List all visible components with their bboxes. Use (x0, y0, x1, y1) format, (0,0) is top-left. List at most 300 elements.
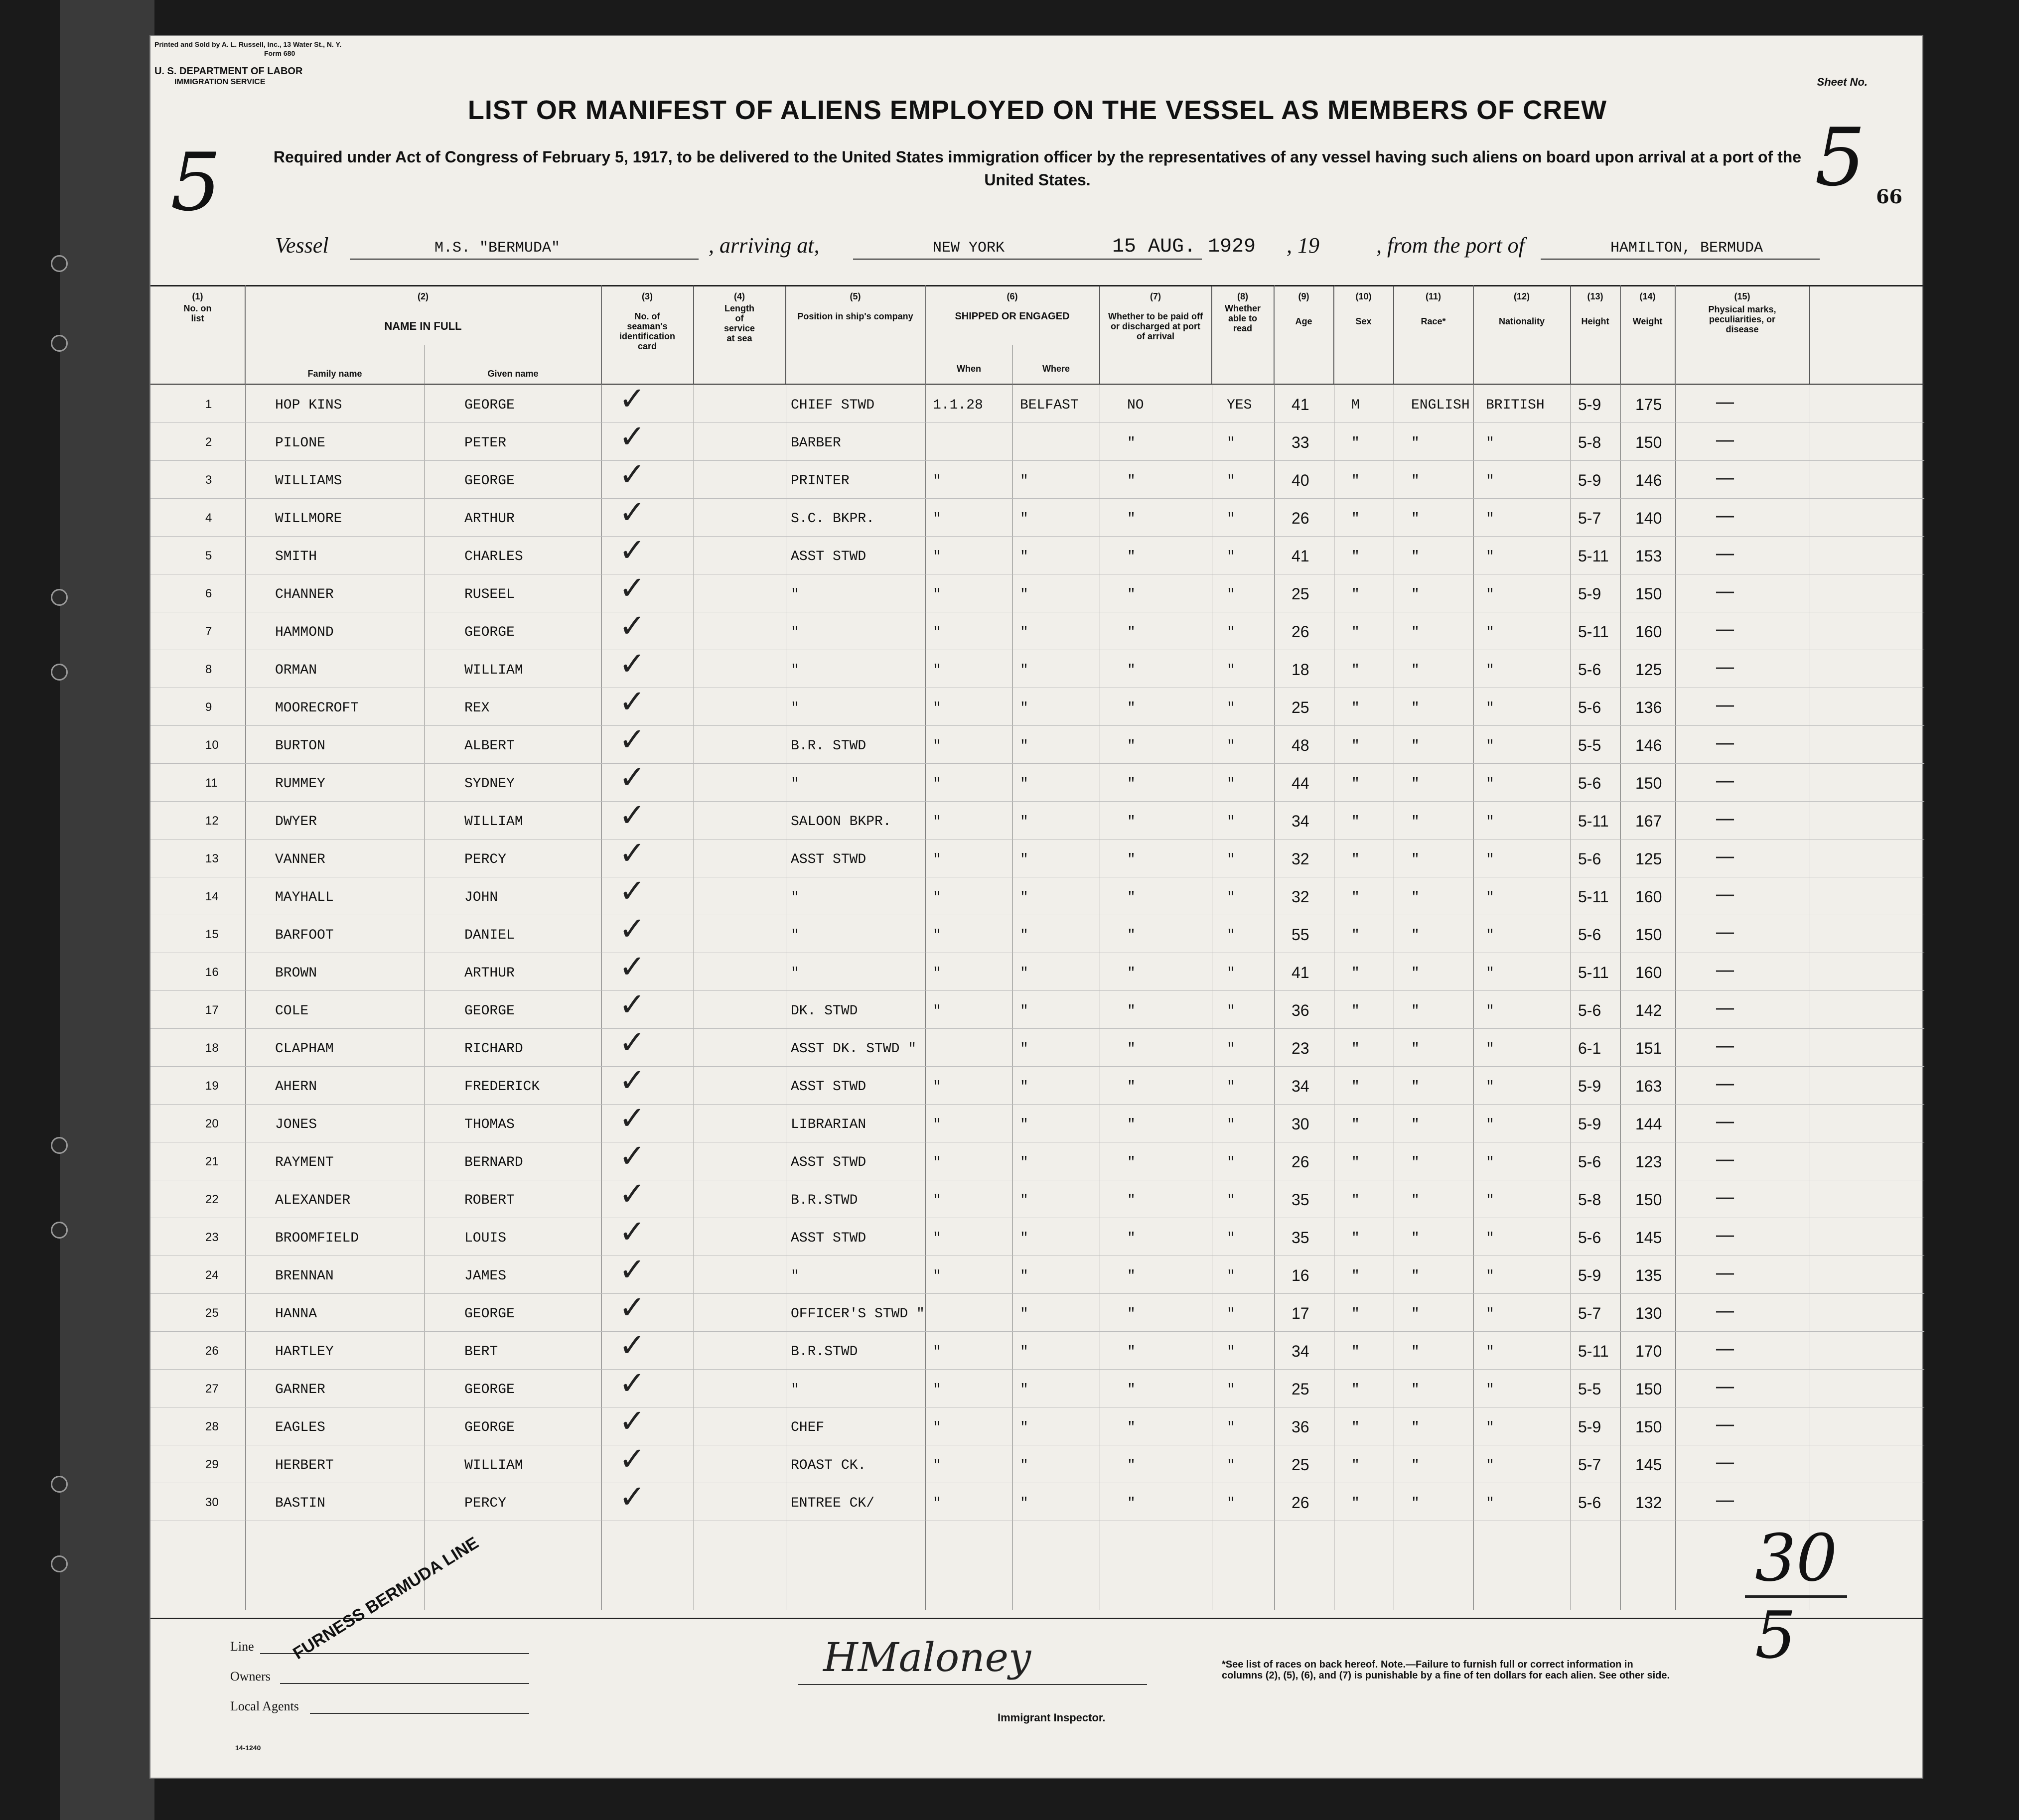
position-cell: ASST STWD (791, 1079, 866, 1095)
shipped-when-cell: " (933, 700, 941, 716)
arriving-label: , arriving at, (709, 233, 820, 258)
shipped-where-cell: " (1020, 776, 1028, 792)
weight-cell: 150 (1635, 585, 1662, 603)
shipped-when-cell: " (933, 511, 941, 527)
sex-cell: " (1351, 1193, 1360, 1208)
col-sex-header: (10) Sex (1334, 286, 1394, 384)
paid-off-cell: " (1127, 1041, 1136, 1057)
col-age-header: (9) Age (1274, 286, 1334, 384)
weight-cell: 125 (1635, 850, 1662, 868)
shipped-when-cell: " (933, 1382, 941, 1398)
no-cell: 18 (205, 1041, 219, 1055)
tick-mark-icon: — (1715, 1299, 1735, 1322)
age-cell: 34 (1292, 1077, 1309, 1095)
shipped-where-cell: " (1020, 928, 1028, 943)
age-cell: 55 (1292, 926, 1309, 944)
shipped-when-cell: " (933, 852, 941, 867)
tick-mark-icon: — (1715, 807, 1735, 830)
nationality-cell: " (1486, 1231, 1494, 1246)
nationality-cell: " (1486, 1193, 1494, 1208)
sex-cell: " (1351, 1458, 1360, 1473)
sex-cell: " (1351, 1306, 1360, 1322)
position-cell: " (791, 625, 799, 640)
shipped-when-cell: " (933, 1079, 941, 1095)
position-cell: ASST DK. STWD " (791, 1041, 917, 1057)
able-to-read-cell: " (1227, 1344, 1235, 1360)
table-row (150, 381, 1924, 423)
tick-mark-icon: — (1715, 845, 1735, 868)
paid-off-cell: " (1127, 1458, 1136, 1473)
manifest-sheet (149, 35, 1923, 1779)
shipped-when-cell: " (933, 1117, 941, 1132)
given-name-cell: GEORGE (464, 1306, 515, 1322)
nationality-cell: " (1486, 1117, 1494, 1132)
shipped-when-cell: " (933, 1155, 941, 1170)
family-name-cell: HOP KINS (275, 398, 342, 413)
paid-off-cell: " (1127, 1344, 1136, 1360)
position-cell: BARBER (791, 435, 841, 451)
given-name-cell: FREDERICK (464, 1079, 540, 1095)
able-to-read-cell: " (1227, 435, 1235, 451)
paid-off-cell: " (1127, 549, 1136, 564)
sex-cell: " (1351, 1079, 1360, 1095)
paid-off-cell: " (1127, 663, 1136, 678)
no-cell: 30 (205, 1496, 219, 1509)
nationality-cell: " (1486, 776, 1494, 792)
family-name-cell: EAGLES (275, 1420, 325, 1435)
position-cell: B.R.STWD (791, 1193, 858, 1208)
family-name-cell: ORMAN (275, 663, 317, 678)
height-cell: 5-9 (1578, 1077, 1601, 1095)
nationality-cell: " (1486, 1420, 1494, 1435)
col-nationality-header: (12) Nationality (1473, 286, 1571, 384)
position-cell: " (791, 966, 799, 981)
able-to-read-cell: " (1227, 966, 1235, 981)
height-cell: 5-7 (1578, 1304, 1601, 1322)
position-cell: LIBRARIAN (791, 1117, 866, 1132)
age-cell: 35 (1292, 1191, 1309, 1209)
check-mark-icon: ✓ (619, 797, 646, 834)
race-cell: " (1411, 473, 1420, 489)
sex-cell: " (1351, 511, 1360, 527)
able-to-read-cell: " (1227, 663, 1235, 678)
table-row (150, 1176, 1924, 1218)
check-mark-icon: ✓ (619, 1441, 646, 1478)
tick-mark-icon: — (1715, 391, 1735, 414)
height-cell: 5-7 (1578, 1456, 1601, 1474)
tick-mark-icon: — (1715, 428, 1735, 451)
family-name-cell: HARTLEY (275, 1344, 334, 1360)
nationality-cell: " (1486, 1344, 1494, 1360)
given-name-cell: PERCY (464, 1496, 507, 1511)
binder-hole (51, 1476, 68, 1493)
family-name-cell: GARNER (275, 1382, 325, 1398)
tick-mark-icon: — (1715, 959, 1735, 981)
height-cell: 5-9 (1578, 396, 1601, 414)
family-name-cell: SMITH (275, 549, 317, 564)
check-mark-icon: ✓ (619, 835, 646, 872)
check-mark-icon: ✓ (619, 1479, 646, 1516)
family-name-cell: HERBERT (275, 1458, 334, 1473)
paid-off-cell: " (1127, 625, 1136, 640)
family-name-cell: BURTON (275, 738, 325, 754)
tick-mark-icon: — (1715, 466, 1735, 489)
given-name-cell: PERCY (464, 852, 507, 867)
nationality-cell: " (1486, 435, 1494, 451)
shipped-where-cell: " (1020, 1268, 1028, 1284)
weight-cell: 150 (1635, 926, 1662, 944)
paid-off-cell: " (1127, 1079, 1136, 1095)
no-cell: 26 (205, 1344, 219, 1358)
table-row (150, 419, 1924, 461)
weight-cell: 160 (1635, 888, 1662, 906)
inspector-label: Immigrant Inspector. (998, 1711, 1106, 1724)
given-name-cell: GEORGE (464, 398, 515, 413)
given-name-cell: REX (464, 700, 490, 716)
race-cell: " (1411, 1041, 1420, 1057)
sex-cell: " (1351, 890, 1360, 905)
paid-off-cell: " (1127, 1231, 1136, 1246)
weight-cell: 170 (1635, 1342, 1662, 1360)
check-mark-icon: ✓ (619, 608, 646, 645)
weight-cell: 160 (1635, 964, 1662, 981)
height-cell: 5-9 (1578, 1115, 1601, 1133)
paid-off-cell: " (1127, 966, 1136, 981)
height-cell: 5-9 (1578, 1418, 1601, 1436)
shipped-when-cell: " (933, 738, 941, 754)
table-row (150, 835, 1924, 877)
able-to-read-cell: " (1227, 1268, 1235, 1284)
footer-note: *See list of races on back hereof. Note.—Failure to furnish full or correct information in columns (2), (5), (6), and (7) is punishable by a fine of ten dollars for each alien. See other side. (1222, 1659, 1670, 1681)
table-row (150, 1327, 1924, 1370)
arriving-port: NEW YORK (933, 240, 1005, 257)
nationality-cell: " (1486, 1079, 1494, 1095)
family-name-cell: MAYHALL (275, 890, 334, 905)
shipped-where-cell: " (1020, 1003, 1028, 1019)
tick-mark-icon: — (1715, 656, 1735, 679)
position-cell: B.R.STWD (791, 1344, 858, 1360)
paid-off-cell: " (1127, 1306, 1136, 1322)
race-cell: " (1411, 1382, 1420, 1398)
able-to-read-cell: " (1227, 473, 1235, 489)
race-cell: " (1411, 966, 1420, 981)
sex-cell: " (1351, 776, 1360, 792)
given-name-cell: ARTHUR (464, 966, 515, 981)
binder-hole (51, 589, 68, 606)
agents-label: Local Agents (230, 1699, 299, 1713)
weight-cell: 145 (1635, 1456, 1662, 1474)
height-cell: 5-6 (1578, 850, 1601, 868)
tick-mark-icon: — (1715, 1413, 1735, 1436)
height-cell: 5-7 (1578, 509, 1601, 527)
tick-mark-icon: — (1715, 1072, 1735, 1095)
height-cell: 5-6 (1578, 699, 1601, 716)
paid-off-cell: " (1127, 1382, 1136, 1398)
age-cell: 18 (1292, 661, 1309, 679)
shipped-where-cell: " (1020, 473, 1028, 489)
position-cell: SALOON BKPR. (791, 814, 891, 830)
sex-cell: " (1351, 1155, 1360, 1170)
race-cell: " (1411, 511, 1420, 527)
printer-imprint (154, 40, 341, 58)
check-mark-icon: ✓ (619, 1100, 646, 1137)
family-name-cell: HANNA (275, 1306, 317, 1322)
weight-cell: 150 (1635, 433, 1662, 451)
weight-cell: 144 (1635, 1115, 1662, 1133)
weight-cell: 153 (1635, 547, 1662, 565)
sheet-no-label: Sheet No. (1817, 76, 1868, 88)
table-row (150, 1365, 1924, 1407)
race-cell: " (1411, 928, 1420, 943)
paid-off-cell: " (1127, 511, 1136, 527)
weight-cell: 125 (1635, 661, 1662, 679)
col-given-header: Given name (487, 369, 539, 379)
sex-cell: " (1351, 625, 1360, 640)
shipped-where-cell: " (1020, 1117, 1028, 1132)
shipped-where-cell: " (1020, 663, 1028, 678)
race-cell: " (1411, 1003, 1420, 1019)
height-cell: 5-6 (1578, 1153, 1601, 1171)
height-cell: 5-9 (1578, 1266, 1601, 1284)
table-row (150, 911, 1924, 953)
able-to-read-cell: " (1227, 1079, 1235, 1095)
able-to-read-cell: " (1227, 1041, 1235, 1057)
col-when-header: When (957, 364, 981, 374)
position-cell: ASST STWD (791, 1155, 866, 1170)
arrival-date: 15 AUG. 1929 (1112, 236, 1256, 258)
check-mark-icon: ✓ (619, 1176, 646, 1213)
no-cell: 28 (205, 1420, 219, 1433)
race-cell: " (1411, 1306, 1420, 1322)
shipped-when-cell: " (933, 663, 941, 678)
weight-cell: 142 (1635, 1001, 1662, 1019)
table-row (150, 721, 1924, 764)
tick-mark-icon: — (1715, 1186, 1735, 1209)
no-cell: 17 (205, 1003, 219, 1017)
check-mark-icon: ✓ (619, 759, 646, 796)
tick-mark-icon: — (1715, 1489, 1735, 1512)
race-cell: " (1411, 890, 1420, 905)
col-id-card-header: (3) No. of seaman's identification card (601, 286, 694, 384)
sex-cell: " (1351, 663, 1360, 678)
height-cell: 5-9 (1578, 471, 1601, 489)
check-mark-icon: ✓ (619, 646, 646, 683)
position-cell: B.R. STWD (791, 738, 866, 754)
check-mark-icon: ✓ (619, 419, 646, 455)
tick-mark-icon: — (1715, 883, 1735, 906)
shipped-when-cell: " (933, 1420, 941, 1435)
no-cell: 5 (205, 549, 212, 562)
given-name-cell: DANIEL (464, 928, 515, 943)
no-cell: 7 (205, 625, 212, 638)
table-row (150, 608, 1924, 650)
nationality-cell: " (1486, 814, 1494, 830)
page-title: LIST OR MANIFEST OF ALIENS EMPLOYED ON THE VESSEL AS MEMBERS OF CREW (467, 95, 1607, 125)
age-cell: 41 (1292, 964, 1309, 981)
no-cell: 15 (205, 928, 219, 941)
given-name-cell: THOMAS (464, 1117, 515, 1132)
no-cell: 14 (205, 890, 219, 903)
height-cell: 5-9 (1578, 585, 1601, 603)
sex-cell: " (1351, 814, 1360, 830)
no-cell: 19 (205, 1079, 219, 1093)
sex-cell: " (1351, 1117, 1360, 1132)
form-code: 14-1240 (235, 1744, 261, 1752)
given-name-cell: GEORGE (464, 625, 515, 640)
paid-off-cell: " (1127, 435, 1136, 451)
height-cell: 5-6 (1578, 1494, 1601, 1512)
able-to-read-cell: " (1227, 1155, 1235, 1170)
no-cell: 10 (205, 738, 219, 752)
from-label: , from the port of (1376, 233, 1525, 258)
table-row (150, 1479, 1924, 1521)
col-read-header: (8) Whether able to read (1212, 286, 1274, 384)
shipped-when-cell: " (933, 1193, 941, 1208)
nationality-cell: " (1486, 890, 1494, 905)
able-to-read-cell: " (1227, 1458, 1235, 1473)
age-cell: 48 (1292, 736, 1309, 754)
sex-cell: " (1351, 966, 1360, 981)
shipped-where-cell: " (1020, 1155, 1028, 1170)
shipped-when-cell: " (933, 473, 941, 489)
race-cell: " (1411, 700, 1420, 716)
sex-cell: " (1351, 1268, 1360, 1284)
age-cell: 25 (1292, 1380, 1309, 1398)
table-row (150, 986, 1924, 1029)
shipped-where-cell: " (1020, 1231, 1028, 1246)
able-to-read-cell: " (1227, 1306, 1235, 1322)
family-name-cell: BASTIN (275, 1496, 325, 1511)
shipped-where-cell: " (1020, 1344, 1028, 1360)
height-cell: 6-1 (1578, 1039, 1601, 1057)
race-cell: " (1411, 1458, 1420, 1473)
tick-mark-icon: — (1715, 1261, 1735, 1284)
table-row (150, 759, 1924, 802)
nationality-cell: BRITISH (1486, 398, 1545, 413)
shipped-when-cell: " (933, 890, 941, 905)
weight-cell: 135 (1635, 1266, 1662, 1284)
no-cell: 11 (205, 776, 218, 790)
table-row (150, 1403, 1924, 1445)
age-cell: 40 (1292, 471, 1309, 489)
position-cell: ASST STWD (791, 852, 866, 867)
sex-cell: " (1351, 1231, 1360, 1246)
position-cell: DK. STWD (791, 1003, 858, 1019)
given-name-cell: BERNARD (464, 1155, 523, 1170)
age-cell: 34 (1292, 1342, 1309, 1360)
position-cell: " (791, 700, 799, 716)
shipped-where-cell: " (1020, 1496, 1028, 1511)
check-mark-icon: ✓ (619, 1289, 646, 1326)
family-name-cell: BROOMFIELD (275, 1231, 359, 1246)
sex-cell: M (1351, 398, 1360, 413)
nationality-cell: " (1486, 587, 1494, 602)
family-name-cell: AHERN (275, 1079, 317, 1095)
paid-off-cell: NO (1127, 398, 1144, 413)
shipped-where-cell: BELFAST (1020, 398, 1079, 413)
col-shipped-header: (6) SHIPPED OR ENGAGED (925, 286, 1100, 384)
race-cell: " (1411, 1420, 1420, 1435)
able-to-read-cell: " (1227, 1420, 1235, 1435)
able-to-read-cell: " (1227, 1117, 1235, 1132)
family-name-cell: CHANNER (275, 587, 334, 602)
weight-cell: 175 (1635, 396, 1662, 414)
tick-mark-icon: — (1715, 769, 1735, 792)
check-mark-icon: ✓ (619, 1138, 646, 1175)
check-mark-icon: ✓ (619, 949, 646, 985)
able-to-read-cell: YES (1227, 398, 1252, 413)
no-cell: 25 (205, 1306, 219, 1320)
nationality-cell: " (1486, 852, 1494, 867)
sex-cell: " (1351, 738, 1360, 754)
given-name-cell: GEORGE (464, 1382, 515, 1398)
able-to-read-cell: " (1227, 852, 1235, 867)
height-cell: 5-11 (1578, 964, 1609, 981)
paid-off-cell: " (1127, 1193, 1136, 1208)
able-to-read-cell: " (1227, 549, 1235, 564)
tick-mark-icon: — (1715, 731, 1735, 754)
able-to-read-cell: " (1227, 1382, 1235, 1398)
no-cell: 24 (205, 1268, 219, 1282)
table-row (150, 532, 1924, 574)
shipped-when-cell: " (933, 587, 941, 602)
sex-cell: " (1351, 852, 1360, 867)
shipped-when-cell: " (933, 1003, 941, 1019)
check-mark-icon: ✓ (619, 381, 646, 418)
shipped-when-cell: " (933, 1231, 941, 1246)
weight-cell: 146 (1635, 471, 1662, 489)
table-row (150, 949, 1924, 991)
table-row (150, 1024, 1924, 1067)
weight-cell: 160 (1635, 623, 1662, 641)
family-name-cell: MOORECROFT (275, 700, 359, 716)
paid-off-cell: " (1127, 1155, 1136, 1170)
table-row (150, 1138, 1924, 1180)
nationality-cell: " (1486, 928, 1494, 943)
position-cell: ROAST CK. (791, 1458, 866, 1473)
family-name-cell: ALEXANDER (275, 1193, 351, 1208)
sex-cell: " (1351, 549, 1360, 564)
binder-hole (51, 1137, 68, 1154)
family-name-cell: RUMMEY (275, 776, 325, 792)
family-name-cell: BARFOOT (275, 928, 334, 943)
sex-cell: " (1351, 473, 1360, 489)
age-cell: 44 (1292, 774, 1309, 792)
sex-cell: " (1351, 1041, 1360, 1057)
shipped-where-cell: " (1020, 1382, 1028, 1398)
check-mark-icon: ✓ (619, 986, 646, 1023)
paid-off-cell: " (1127, 1268, 1136, 1284)
nationality-cell: " (1486, 1003, 1494, 1019)
race-cell: " (1411, 1155, 1420, 1170)
height-cell: 5-8 (1578, 433, 1601, 451)
check-mark-icon: ✓ (619, 494, 646, 531)
table-row (150, 1441, 1924, 1483)
sex-cell: " (1351, 1003, 1360, 1019)
vessel-label: Vessel (275, 233, 329, 258)
given-name-cell: GEORGE (464, 1003, 515, 1019)
height-cell: 5-6 (1578, 774, 1601, 792)
height-cell: 5-6 (1578, 1229, 1601, 1247)
printer-line: Printed and Sold by A. L. Russell, Inc., 13 Water St., N. Y. (154, 40, 342, 48)
paid-off-cell: " (1127, 1117, 1136, 1132)
position-cell: ENTREE CK/ (791, 1496, 875, 1511)
position-cell: ASST STWD (791, 549, 866, 564)
given-name-cell: PETER (464, 435, 507, 451)
from-port: HAMILTON, BERMUDA (1610, 240, 1763, 257)
paid-off-cell: " (1127, 587, 1136, 602)
col-position-header: (5) Position in ship's company (786, 286, 925, 384)
